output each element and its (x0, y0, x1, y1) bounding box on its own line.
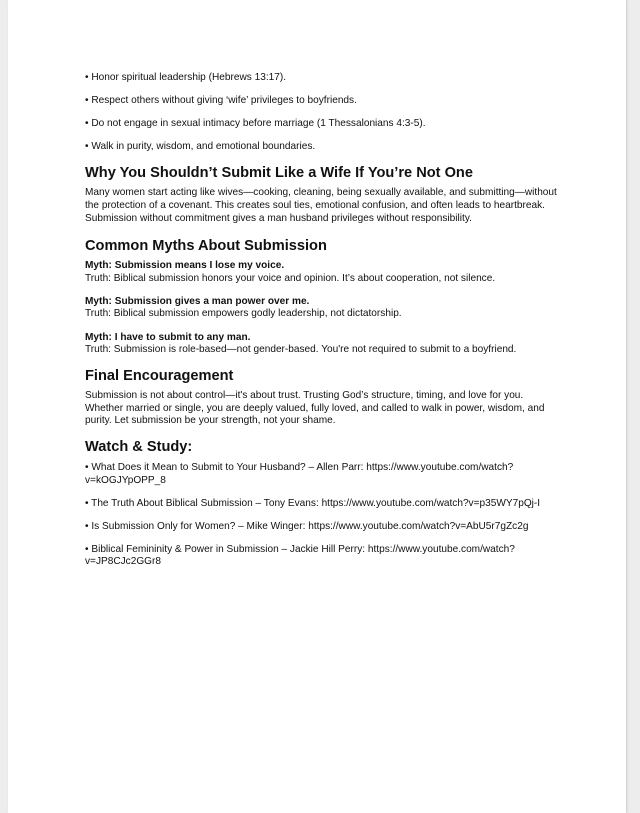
myth-list (85, 260, 563, 357)
section-heading-why: Why You Shouldn’t Submit Like a Wife If You’re Not One (85, 165, 473, 182)
section-heading-watch: Watch & Study: (85, 439, 193, 455)
why-paragraph: Many women start acting like wives—cooking, cleaning, being sexually available, and submitting—without the protection of a covenant. This creates soul ties, emotional confusion, and often leads to heartbreak. Submission without commitment gives a man husband privileges without responsibility. (85, 187, 557, 224)
watch-list (85, 462, 563, 569)
truth-statement: Truth: Submission is role-based—not gender-based. You're not required to submit to a boyfriend. (85, 344, 517, 356)
myth-item (85, 296, 563, 321)
document-page (8, 0, 626, 813)
final-paragraph: Submission is not about control—it's about trust. Trusting God’s structure, timing, and love for you. Whether married or single, you are deeply valued, fully loved, and called to walk in power, wisdom, and purity. Let submission be your strength, not your shame. (85, 390, 545, 427)
section-heading-myths: Common Myths About Submission (85, 238, 327, 255)
intro-bullet-list (85, 72, 563, 154)
watch-list-item: • What Does it Mean to Submit to Your Husband? – Allen Parr: https://www.youtube.com/watch?v=kOGJYpOPP_8 (85, 462, 514, 486)
list-item: • Do not engage in sexual intimacy before marriage (1 Thessalonians 4:3-5). (85, 118, 426, 130)
list-item: • Honor spiritual leadership (Hebrews 13:17). (85, 72, 287, 83)
myth-item (85, 332, 563, 357)
myth-statement: Myth: Submission gives a man power over me. (85, 295, 310, 307)
myth-statement: Myth: I have to submit to any man. (85, 331, 251, 343)
watch-list-item: • Biblical Femininity & Power in Submission – Jackie Hill Perry: https://www.youtube.com/watch?v=JP8CJc2GGr8 (85, 543, 515, 568)
watch-list-item: • Is Submission Only for Women? – Mike Winger: https://www.youtube.com/watch?v=AbU5r7gZc2g (85, 520, 529, 532)
list-item: • Respect others without giving ‘wife’ privileges to boyfriends. (85, 95, 357, 107)
section-heading-final: Final Encouragement (85, 368, 234, 385)
myth-item (85, 260, 563, 285)
truth-statement: Truth: Biblical submission empowers godly leadership, not dictatorship. (85, 308, 402, 320)
watch-list-item: • The Truth About Biblical Submission – Tony Evans: https://www.youtube.com/watch?v=p35WY7pQj-I (85, 497, 541, 509)
truth-statement: Truth: Biblical submission honors your voice and opinion. It’s about cooperation, not silence. (85, 272, 496, 284)
myth-statement: Myth: Submission means I lose my voice. (85, 260, 285, 272)
list-item: • Walk in purity, wisdom, and emotional boundaries. (85, 141, 316, 153)
document-content (85, 72, 563, 580)
